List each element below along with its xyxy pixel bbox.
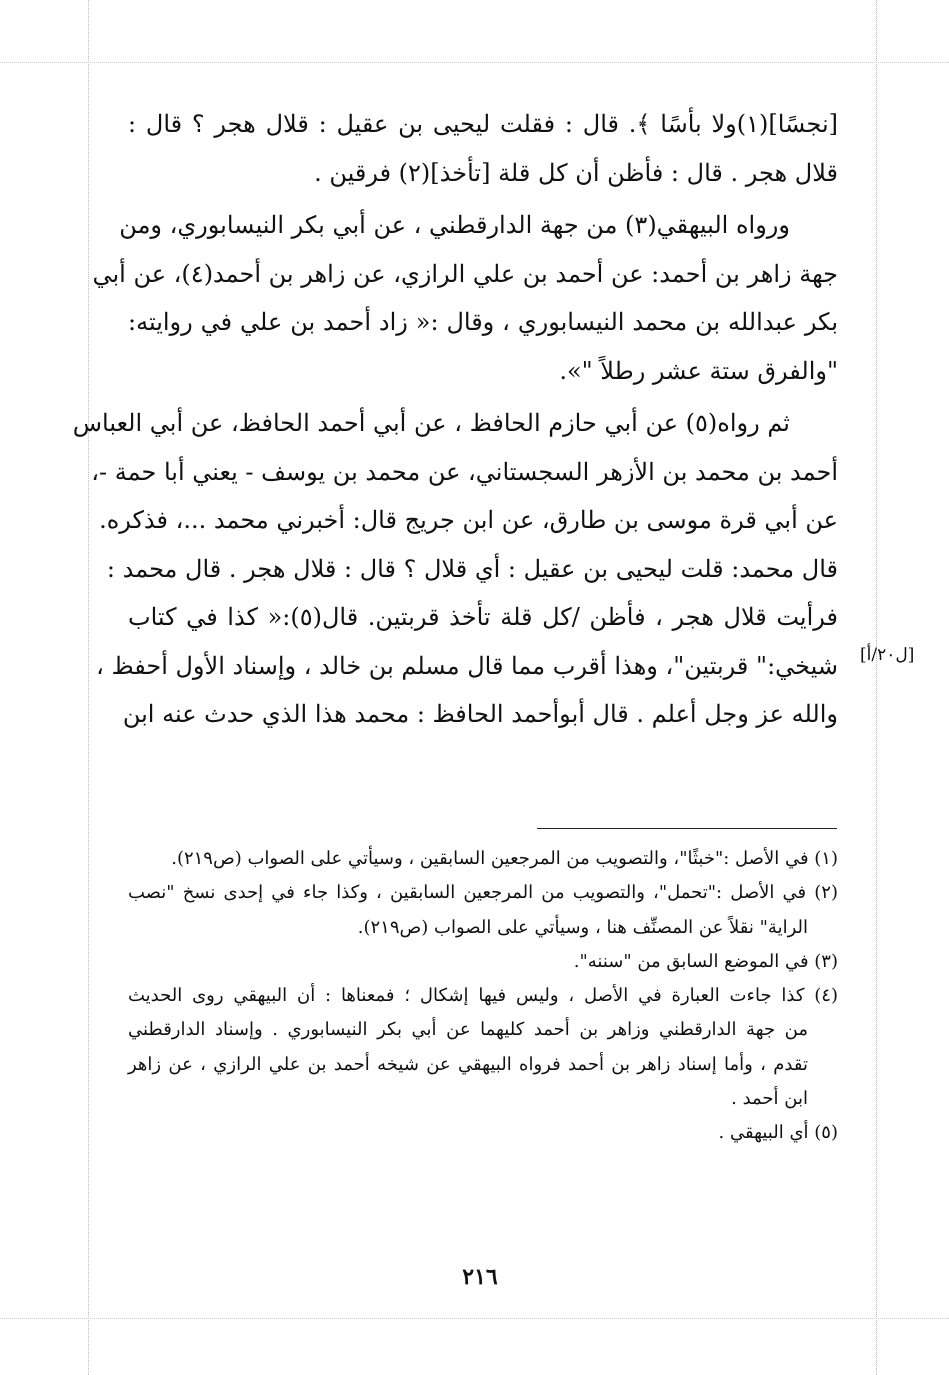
text-line: ورواه البيهقي(٣) من جهة الدارقطني ، عن أبي بكر النيسابوري، ومن xyxy=(119,211,790,239)
footnotes xyxy=(128,842,838,1151)
footnote-4: (٤) كذا جاءت العبارة في الأصل ، وليس فيها إشكال ؛ فمعناها : أن البيهقي روى الحديث xyxy=(128,985,838,1007)
paragraph-1 xyxy=(128,100,838,197)
text-line: قلال هجر . قال : فأظن أن كل قلة [تأخذ](٢) فرقين . xyxy=(314,158,838,187)
footnote-4-cont: تقدم ، وأما إسناد زاهر بن أحمد فرواه البيهقي عن شيخه أحمد بن علي الرازي ، عن زاهر xyxy=(128,1053,808,1075)
guide-line-left xyxy=(88,0,89,1375)
text-line: قال محمد: قلت ليحيى بن عقيل : أي قلال ؟ قال : قلال هجر . قال محمد : xyxy=(106,554,838,583)
footnote-4-cont: ابن أحمد . xyxy=(731,1088,808,1110)
footnote-3: (٣) في الموضع السابق من "سننه". xyxy=(573,950,838,972)
main-text xyxy=(72,100,838,739)
paragraph-2 xyxy=(92,201,838,395)
guide-line-right xyxy=(876,0,877,1375)
text-line: بكر عبدالله بن محمد النيسابوري ، وقال :« زاد أحمد بن علي في روايته: xyxy=(128,308,838,336)
text-line: عن أبي قرة موسى بن طارق، عن ابن جريج قال: أخبرني محمد ...، فذكره. xyxy=(99,506,838,534)
footnote-4-cont: من جهة الدارقطني وزاهر بن أحمد كليهما عن أبي بكر النيسابوري . وإسناد الدارقطني xyxy=(128,1019,808,1041)
footnote-separator xyxy=(537,828,837,829)
text-line: أحمد بن محمد بن الأزهر السجستاني، عن محمد بن يوسف - يعني أبا حمة -، xyxy=(91,457,838,486)
footnote-5: (٥) أي البيهقي . xyxy=(718,1122,838,1144)
text-line: والله عز وجل أعلم . قال أبوأحمد الحافظ : محمد هذا الذي حدث عنه ابن xyxy=(122,700,838,728)
guide-line-bottom xyxy=(0,1318,949,1319)
text-line: ثم رواه(٥) عن أبي حازم الحافظ ، عن أبي أحمد الحافظ، عن أبي العباس xyxy=(72,409,790,437)
document-page xyxy=(72,100,838,739)
text-line: [نجسًا](١)ولا بأسًا ﴾. قال : فقلت ليحيى بن عقيل : قلال هجر ؟ قال : xyxy=(128,110,838,138)
text-line: "والفرق ستة عشر رطلاً "». xyxy=(559,356,838,385)
manuscript-folio-marker: [ل٢٠/أ] xyxy=(860,645,915,665)
paragraph-3 xyxy=(72,399,838,739)
footnote-1: (١) في الأصل :"خبثًا"، والتصويب من المرجعين السابقين ، وسيأتي على الصواب (ص٢١٩). xyxy=(171,848,838,869)
text-line: جهة زاهر بن أحمد: عن أحمد بن علي الرازي، عن زاهر بن أحمد(٤)، عن أبي xyxy=(92,259,838,288)
guide-line-top xyxy=(0,62,949,63)
footnote-2: (٢) في الأصل :"تحمل"، والتصويب من المرجعين السابقين ، وكذا جاء في إحدى نسخ "نصب xyxy=(128,882,838,904)
page-number: ٢١٦ xyxy=(462,1264,498,1290)
text-line: شيخي:" قربتين"، وهذا أقرب مما قال مسلم بن خالد ، وإسناد الأول أحفظ ، xyxy=(96,651,838,680)
text-line: فرأيت قلال هجر ، فأظن /كل قلة تأخذ قربتين. قال(٥):« كذا في كتاب xyxy=(128,603,838,631)
footnote-2-cont: الراية" نقلاً عن المصنِّف هنا ، وسيأتي على الصواب (ص٢١٩). xyxy=(357,916,808,938)
